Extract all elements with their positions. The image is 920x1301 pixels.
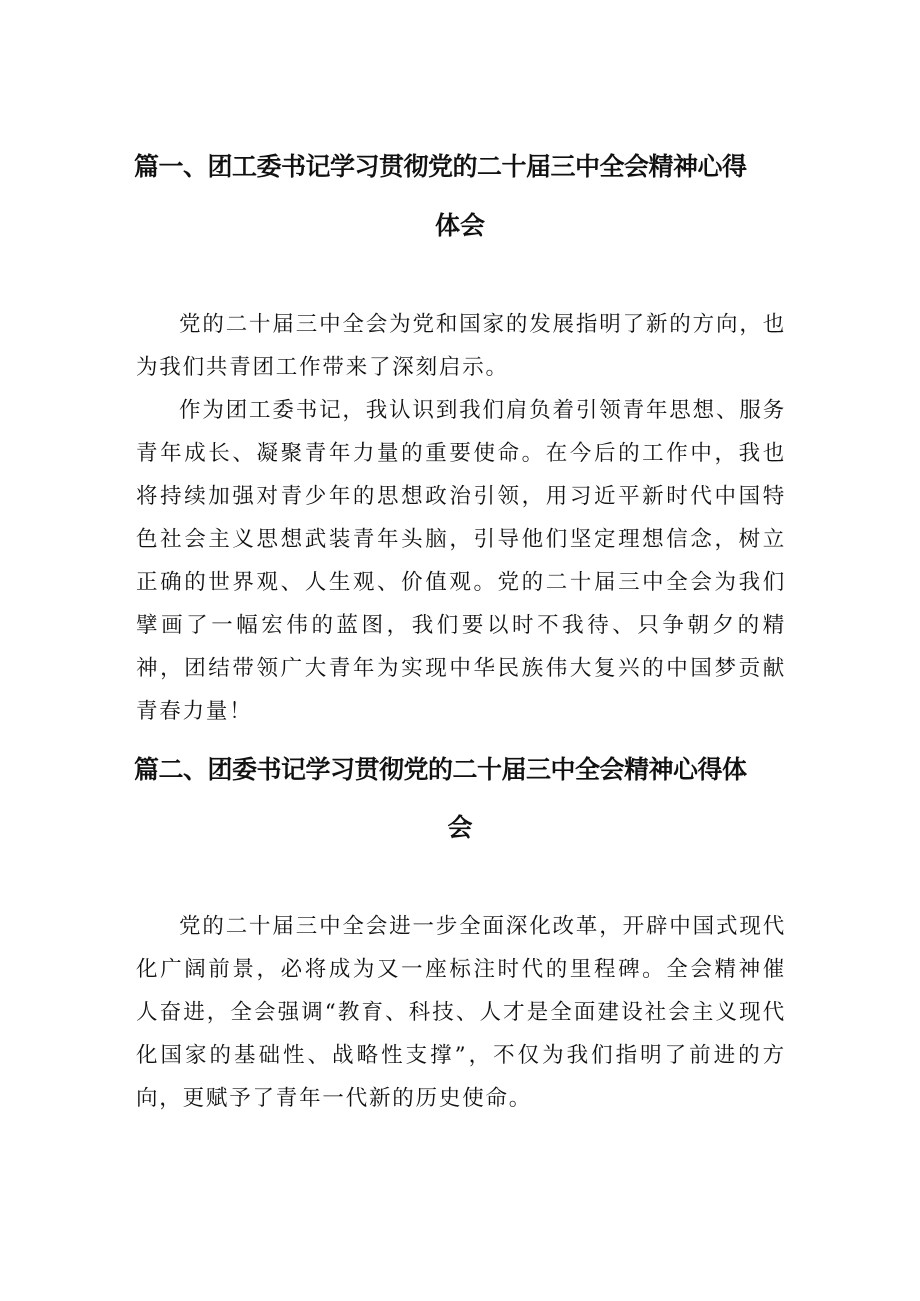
section1-paragraph-2: 作为团工委书记，我认识到我们肩负着引领青年思想、服务青年成长、凝聚青年力量的重要使命。在今后的工作中，我也将持续加强对青少年的思想政治引领，用习近平新时代中国特色社会主义思想武装青年头脑，引导他们坚定理想信念，树立正确的世界观、人生观、价值观。党的二十届三中全会为我们擘画了一幅宏伟的蓝图，我们要以时不我待、只争朝夕的精神，团结带领广大青年为实现中华民族伟大复兴的中国梦贡献青春力量！ <box>136 398 786 724</box>
section2-title-line2: 会 <box>447 813 473 842</box>
section1-paragraph-1: 党的二十届三中全会为党和国家的发展指明了新的方向，也为我们共青团工作带来了深刻启示。 <box>136 312 786 380</box>
section2-title-line1: 篇二、团委书记学习贯彻党的二十届三中全会精神心得体 <box>134 755 747 784</box>
section1-title-line2: 体会 <box>434 211 485 240</box>
section2-paragraph-1: 党的二十届三中全会进一步全面深化改革，开辟中国式现代化广阔前景，必将成为又一座标注时代的里程碑。全会精神催人奋进，全会强调“教育、科技、人才是全面建设社会主义现代化国家的基础性、战略性支撑”，不仅为我们指明了前进的方向，更赋予了青年一代新的历史使命。 <box>136 914 786 1111</box>
section1-title-line1: 篇一、团工委书记学习贯彻党的二十届三中全会精神心得 <box>134 152 747 181</box>
